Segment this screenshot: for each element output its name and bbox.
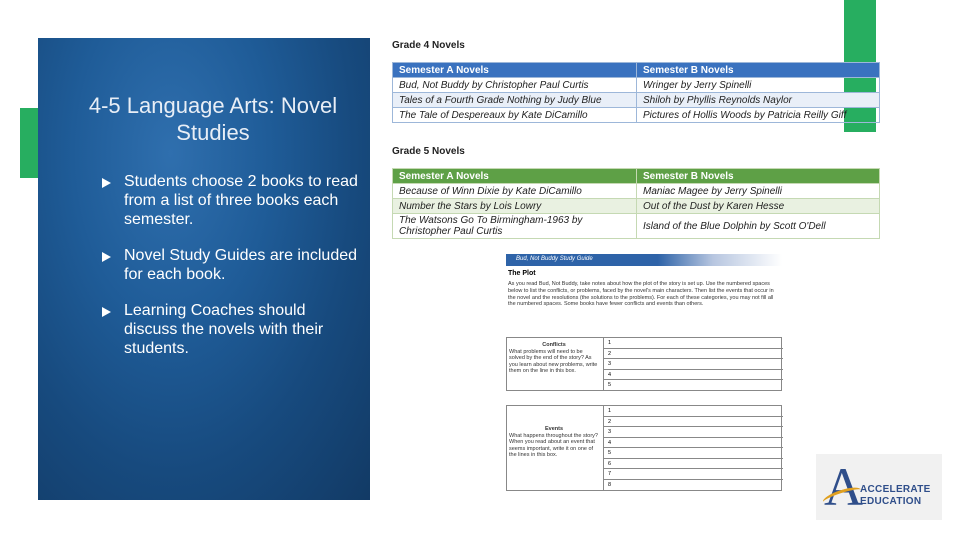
bullet-item — [102, 301, 360, 358]
grade5-title: Grade 5 Novels — [392, 146, 465, 157]
event-lines — [603, 406, 783, 490]
table-header: Semester B Novels — [637, 169, 880, 184]
bullet-item — [102, 246, 360, 284]
table-header: Semester B Novels — [637, 63, 880, 78]
table-header-row — [393, 169, 880, 184]
decorative-green-tab — [20, 108, 38, 178]
numbered-line: 7 — [603, 469, 783, 480]
bullet-text: Students choose 2 books to read from a list of three books each semester. — [124, 173, 358, 228]
table-cell: Maniac Magee by Jerry Spinelli — [637, 184, 880, 199]
grade4-novels-section — [390, 38, 880, 122]
numbered-line: 2 — [603, 417, 783, 428]
logo-a-icon: A — [824, 457, 863, 517]
table-row — [393, 184, 880, 199]
logo-text-line1: ACCELERATE — [860, 484, 931, 495]
numbered-line: 4 — [603, 370, 783, 381]
bullet-list — [102, 172, 360, 375]
conflicts-label: Conflicts — [542, 342, 566, 348]
table-row — [393, 93, 880, 108]
events-text: What happens throughout the story? When you read about an event that seems important, write it on one of the lines in this box. — [509, 432, 598, 458]
numbered-line: 3 — [603, 359, 783, 370]
conflict-lines — [603, 338, 783, 391]
table-cell: Shiloh by Phyllis Reynolds Naylor — [637, 93, 880, 108]
slide-title: 4-5 Language Arts: Novel Studies — [88, 93, 338, 145]
table-cell: Island of the Blue Dolphin by Scott O'Dell — [637, 214, 880, 239]
numbered-line: 1 — [603, 406, 783, 417]
bullet-item — [102, 172, 360, 229]
bullet-arrow-icon — [102, 252, 111, 262]
study-guide-banner-text: Bud, Not Buddy Study Guide — [516, 256, 593, 262]
bullet-arrow-icon — [102, 307, 111, 317]
events-label: Events — [544, 426, 564, 432]
table-cell: Bud, Not Buddy by Christopher Paul Curtis — [393, 78, 637, 93]
logo-text-line2: EDUCATION — [860, 496, 922, 507]
numbered-line: 4 — [603, 438, 783, 449]
study-guide-banner — [506, 254, 782, 266]
grade5-novel-table — [392, 168, 880, 239]
table-cell: Tales of a Fourth Grade Nothing by Judy Blue — [393, 93, 637, 108]
table-row — [393, 78, 880, 93]
table-cell: The Watsons Go To Birmingham-1963 by Christopher Paul Curtis — [393, 214, 637, 239]
numbered-line: 5 — [603, 380, 783, 391]
table-cell: Because of Winn Dixie by Kate DiCamillo — [393, 184, 637, 199]
table-cell: Wringer by Jerry Spinelli — [637, 78, 880, 93]
numbered-line: 1 — [603, 338, 783, 349]
table-cell: Number the Stars by Lois Lowry — [393, 199, 637, 214]
numbered-line: 8 — [603, 480, 783, 491]
table-header: Semester A Novels — [393, 63, 637, 78]
conflicts-text: What problems will need to be solved by the end of the story? As you learn about new problems, write them on the line in this box. — [509, 348, 598, 374]
bullet-text: Learning Coaches should discuss the novels with their students. — [124, 302, 324, 357]
accelerate-education-logo — [816, 454, 942, 520]
conflicts-box — [506, 337, 782, 391]
table-header: Semester A Novels — [393, 169, 637, 184]
bullet-text: Novel Study Guides are included for each book. — [124, 247, 358, 283]
table-row — [393, 199, 880, 214]
grade5-novels-section — [390, 144, 880, 242]
numbered-line: 6 — [603, 459, 783, 470]
grade4-novel-table — [392, 62, 880, 123]
table-row — [393, 108, 880, 123]
table-cell: Pictures of Hollis Woods by Patricia Reilly Giff — [637, 108, 880, 123]
table-row — [393, 214, 880, 239]
table-cell: The Tale of Despereaux by Kate DiCamillo — [393, 108, 637, 123]
table-cell: Out of the Dust by Karen Hesse — [637, 199, 880, 214]
study-guide-paragraph: As you read Bud, Not Buddy, take notes about how the plot of the story is set up. Use the numbered spaces below to list the conflicts, or problems, faced by the novel's main characters. Then list the events that occur in the novel and the resolutions (the solutions to the problems). For each of these categories, you may not fill all the numbered spaces. Some books have fewer conflicts and events than others. — [508, 281, 774, 308]
study-guide-heading: The Plot — [508, 270, 536, 277]
bullet-arrow-icon — [102, 178, 111, 188]
numbered-line: 2 — [603, 349, 783, 360]
events-box — [506, 405, 782, 491]
numbered-line: 5 — [603, 448, 783, 459]
study-guide-preview — [500, 250, 782, 495]
table-header-row — [393, 63, 880, 78]
grade4-title: Grade 4 Novels — [392, 40, 465, 51]
numbered-line: 3 — [603, 427, 783, 438]
